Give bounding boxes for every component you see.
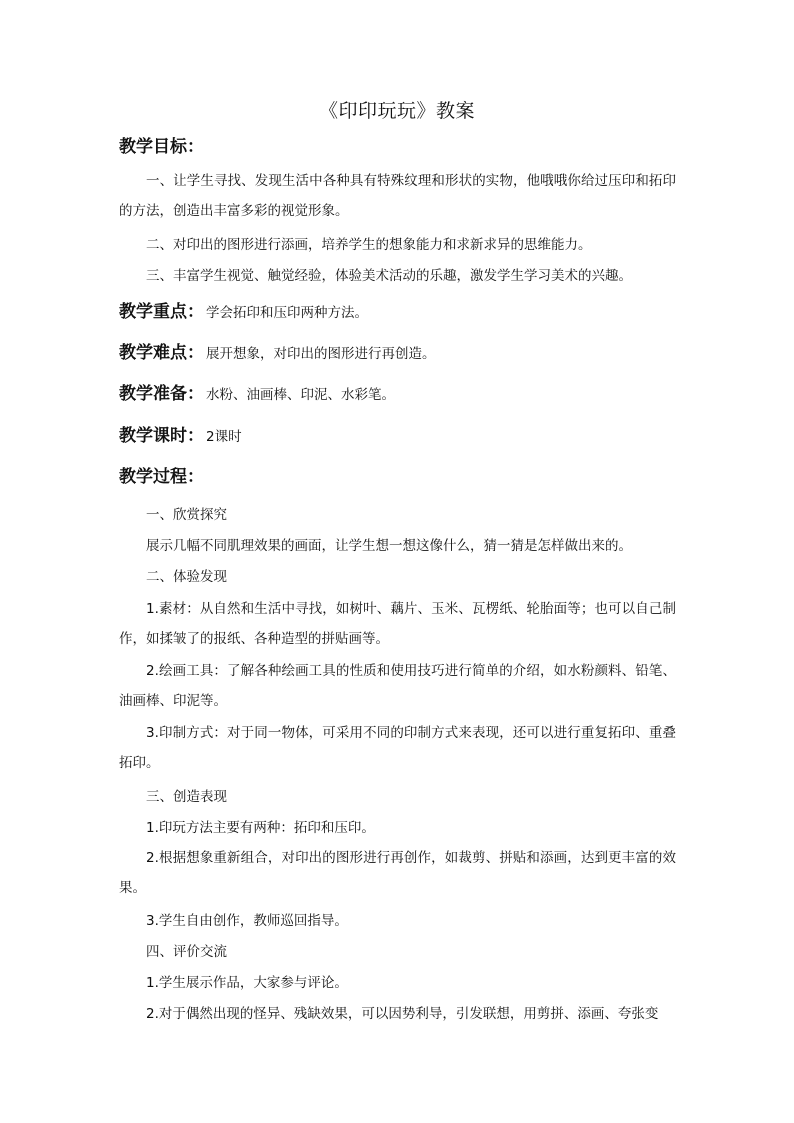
process-paragraph: 2.对于偶然出现的怪异、残缺效果，可以因势利导，引发联想，用剪拼、添画、夸张变 — [146, 1006, 659, 1022]
process-paragraph: 3.学生自由创作，教师巡回指导。 — [146, 913, 348, 929]
objective-item-1: 一、让学生寻找、发现生活中各种具有特殊纹理和形状的实物，他哦哦你给过压印和拓印的方法，创造出丰富多彩的视觉形象。 — [119, 173, 676, 219]
objective-item-3: 三、丰富学生视觉、触觉经验，体验美术活动的乐趣，激发学生学习美术的兴趣。 — [146, 268, 632, 284]
process-section-3: 三、创造表现 — [146, 789, 227, 805]
preparation-row — [119, 382, 395, 407]
process-paragraph: 2.绘画工具：了解各种绘画工具的性质和使用技巧进行简单的介绍，如水粉颜料、铅笔、油画棒、印泥等。 — [119, 663, 676, 709]
document-title: 《印印玩玩》教案 — [318, 100, 475, 122]
duration-heading: 教学课时： — [119, 426, 204, 446]
preparation-text: 水粉、油画棒、印泥、水彩笔。 — [206, 387, 395, 403]
objectives-heading: 教学目标： — [119, 137, 204, 157]
process-section-1: 一、欣赏探究 — [146, 507, 227, 523]
difficulty-heading: 教学难点： — [119, 343, 204, 363]
difficulty-text: 展开想象，对印出的图形进行再创造。 — [206, 346, 436, 362]
process-section-2: 二、体验发现 — [146, 569, 227, 585]
key-point-text: 学会拓印和压印两种方法。 — [206, 305, 368, 321]
process-heading: 教学过程： — [119, 467, 204, 487]
key-point-row — [119, 300, 368, 325]
process-paragraph: 2.根据想象重新组合，对印出的图形进行再创作，如裁剪、拼贴和添画，达到更丰富的效果。 — [119, 850, 676, 896]
process-paragraph: 1.学生展示作品，大家参与评论。 — [146, 975, 348, 991]
key-point-heading: 教学重点： — [119, 302, 204, 322]
process-section-4: 四、评价交流 — [146, 944, 227, 960]
process-paragraph: 1.印玩方法主要有两种：拓印和压印。 — [146, 820, 375, 836]
preparation-heading: 教学准备： — [119, 384, 204, 404]
duration-row — [119, 424, 242, 449]
objective-item-2: 二、对印出的图形进行添画，培养学生的想象能力和求新求异的思维能力。 — [146, 237, 592, 253]
process-paragraph: 展示几幅不同肌理效果的画面，让学生想一想这像什么，猜一猜是怎样做出来的。 — [146, 538, 632, 554]
duration-text: 2课时 — [206, 429, 242, 445]
process-paragraph: 3.印制方式：对于同一物体，可采用不同的印制方式来表现，还可以进行重复拓印、重叠拓印。 — [119, 725, 676, 771]
difficulty-row — [119, 341, 436, 366]
process-paragraph: 1.素材：从自然和生活中寻找，如树叶、藕片、玉米、瓦楞纸、轮胎面等；也可以自己制作，如揉皱了的报纸、各种造型的拼贴画等。 — [119, 601, 676, 647]
